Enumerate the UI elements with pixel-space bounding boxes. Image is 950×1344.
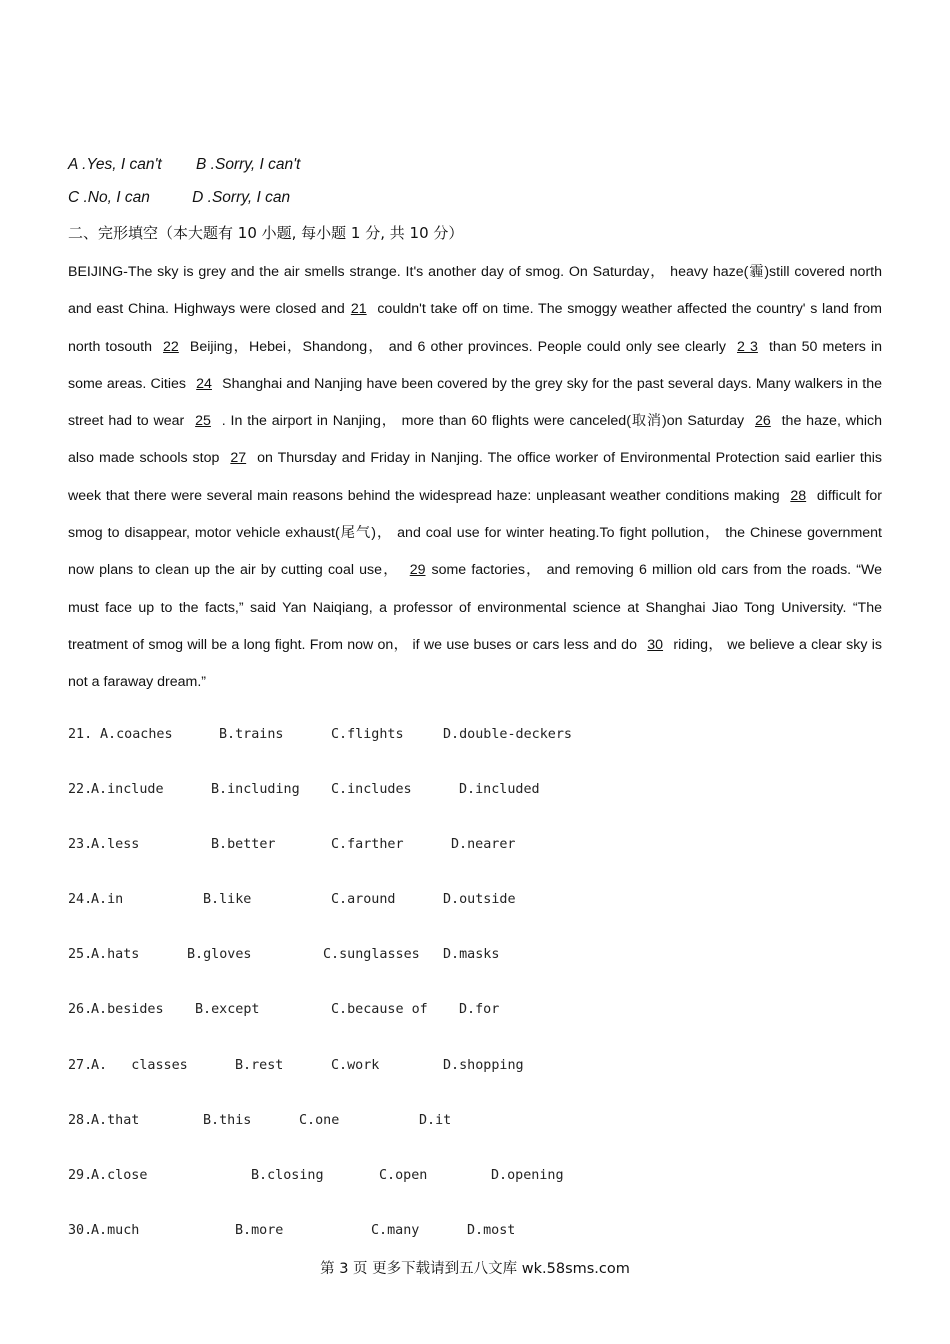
blank-28: 28: [790, 487, 807, 504]
question-number: 22.: [68, 782, 93, 797]
passage-text: . In the airport in Nanjing， more than 60 flights were canceled(取消)on Saturday: [216, 413, 749, 430]
choice-a: A. classes: [91, 1058, 188, 1073]
question-number: 27.: [68, 1058, 93, 1073]
choice-c: C.one: [299, 1113, 340, 1128]
question-number: 21.: [68, 727, 93, 742]
passage-text: Beijing，Hebei，Shandong， and 6 other provinces. People could only see clearly: [184, 338, 732, 355]
passage-text: on Thursday and Friday in Nanjing. The office worker of Environmental Protection said earlier this week that there were several main reasons behind the widespread haze: unpleasant weather conditions making: [68, 450, 882, 504]
cloze-passage: [68, 254, 882, 702]
choice-b: B.closing: [251, 1168, 324, 1183]
option-c: C .No, I can: [68, 189, 150, 206]
question-number: 30.: [68, 1223, 93, 1238]
choice-b: B.better: [211, 837, 276, 852]
question-number: 24.: [68, 892, 93, 907]
choice-b: B.more: [235, 1223, 284, 1238]
choice-c: C.many: [371, 1223, 420, 1238]
choice-c: C.flights: [331, 727, 404, 742]
blank-22: 22: [163, 338, 179, 355]
choice-c: C.farther: [331, 837, 404, 852]
question-row: [68, 1223, 668, 1241]
passage-text: difficult for smog to disappear, motor vehicle exhaust(尾气)， and coal use for winter heating.To fight pollution， the Chinese government now plans to clean up the air by cutting coal use，: [68, 487, 882, 579]
option-a: A .Yes, I can't: [68, 156, 162, 173]
question-number: 26.: [68, 1002, 93, 1017]
choice-b: B.this: [203, 1113, 252, 1128]
choice-b: B.except: [195, 1002, 260, 1017]
blank-23: 2 3: [737, 338, 758, 355]
choice-c: C.sunglasses: [323, 947, 420, 962]
choice-c: C.because of: [331, 1002, 428, 1017]
question-row: [68, 1058, 668, 1076]
choice-b: B.trains: [219, 727, 284, 742]
page-footer: 第 3 页 更多下载请到五八文库 wk.58sms.com: [320, 1261, 630, 1277]
choice-a: A.hats: [91, 947, 140, 962]
question-row: [68, 837, 668, 855]
question-number: 23.: [68, 837, 93, 852]
passage-text: couldn't take off on time. The smoggy weather affected the country' s land from north tosouth: [68, 301, 882, 355]
question-row: [68, 727, 668, 745]
passage-text: riding， we believe a clear sky is not a faraway dream.”: [68, 636, 883, 691]
blank-30: 30: [647, 636, 664, 653]
blank-25: 25: [195, 413, 211, 430]
choice-a: A.close: [91, 1168, 148, 1183]
blank-29: 29: [409, 562, 426, 579]
passage-text: the haze, which also made schools stop: [68, 413, 882, 467]
passage-text: than 50 meters in some areas. Cities: [68, 338, 883, 392]
choice-a: A.besides: [91, 1002, 164, 1017]
option-b: B .Sorry, I can't: [196, 156, 301, 173]
choice-c: C.open: [379, 1168, 428, 1183]
choice-a: A.in: [91, 892, 124, 907]
blank-27: 27: [230, 450, 247, 467]
question-row: [68, 1002, 668, 1020]
answer-options-row-1: [68, 156, 300, 174]
question-number: 29.: [68, 1168, 93, 1183]
choice-a: A.include: [91, 782, 164, 797]
choice-b: B.rest: [235, 1058, 284, 1073]
choice-a: A.much: [91, 1223, 140, 1238]
choice-d: D.opening: [491, 1168, 564, 1183]
question-row: [68, 1113, 668, 1131]
choice-c: C.around: [331, 892, 396, 907]
section-title: 二、完形填空（本大题有 10 小题, 每小题 1 分, 共 10 分）: [68, 224, 464, 242]
choice-a: A.that: [91, 1113, 140, 1128]
choice-b: B.like: [203, 892, 252, 907]
question-row: [68, 892, 668, 910]
blank-26: 26: [754, 413, 771, 430]
passage-text: Shanghai and Nanjing have been covered by the grey sky for the past several days. Many walkers in the street had to wear: [68, 375, 882, 430]
choice-d: D.most: [467, 1223, 516, 1238]
choice-d: D.double-deckers: [443, 727, 572, 742]
passage-text: some factories， and removing 6 million old cars from the roads. “We must face up to the facts,” said Yan Naiqiang, a professor of environmental science at Shanghai Jiao Tong University. “The treatment of smog will be a long fight. From now on， if we use buses or cars less and do: [68, 562, 882, 653]
blank-21: 21: [350, 301, 367, 318]
choice-b: B.gloves: [187, 947, 252, 962]
choice-b: B.including: [211, 782, 300, 797]
choice-d: D.it: [419, 1113, 452, 1128]
question-row: [68, 782, 668, 800]
choice-d: D.shopping: [443, 1058, 524, 1073]
question-row: [68, 1168, 668, 1186]
choice-d: D.for: [459, 1002, 500, 1017]
question-number: 28.: [68, 1113, 93, 1128]
choice-c: C.includes: [331, 782, 412, 797]
blank-24: 24: [196, 375, 212, 392]
choice-d: D.outside: [443, 892, 516, 907]
choice-c: C.work: [331, 1058, 380, 1073]
passage-text: BEIJING-The sky is grey and the air smells strange. It's another day of smog. On Saturday， heavy haze(霾)still covered north and east China. Highways were closed and: [68, 264, 882, 318]
choice-d: D.nearer: [451, 837, 516, 852]
answer-options-row-2: [68, 189, 290, 207]
choice-d: D.included: [459, 782, 540, 797]
option-d: D .Sorry, I can: [192, 189, 291, 206]
choice-d: D.masks: [443, 947, 500, 962]
question-row: [68, 947, 668, 965]
question-number: 25.: [68, 947, 93, 962]
choice-a: A.coaches: [100, 727, 173, 742]
choice-a: A.less: [91, 837, 140, 852]
